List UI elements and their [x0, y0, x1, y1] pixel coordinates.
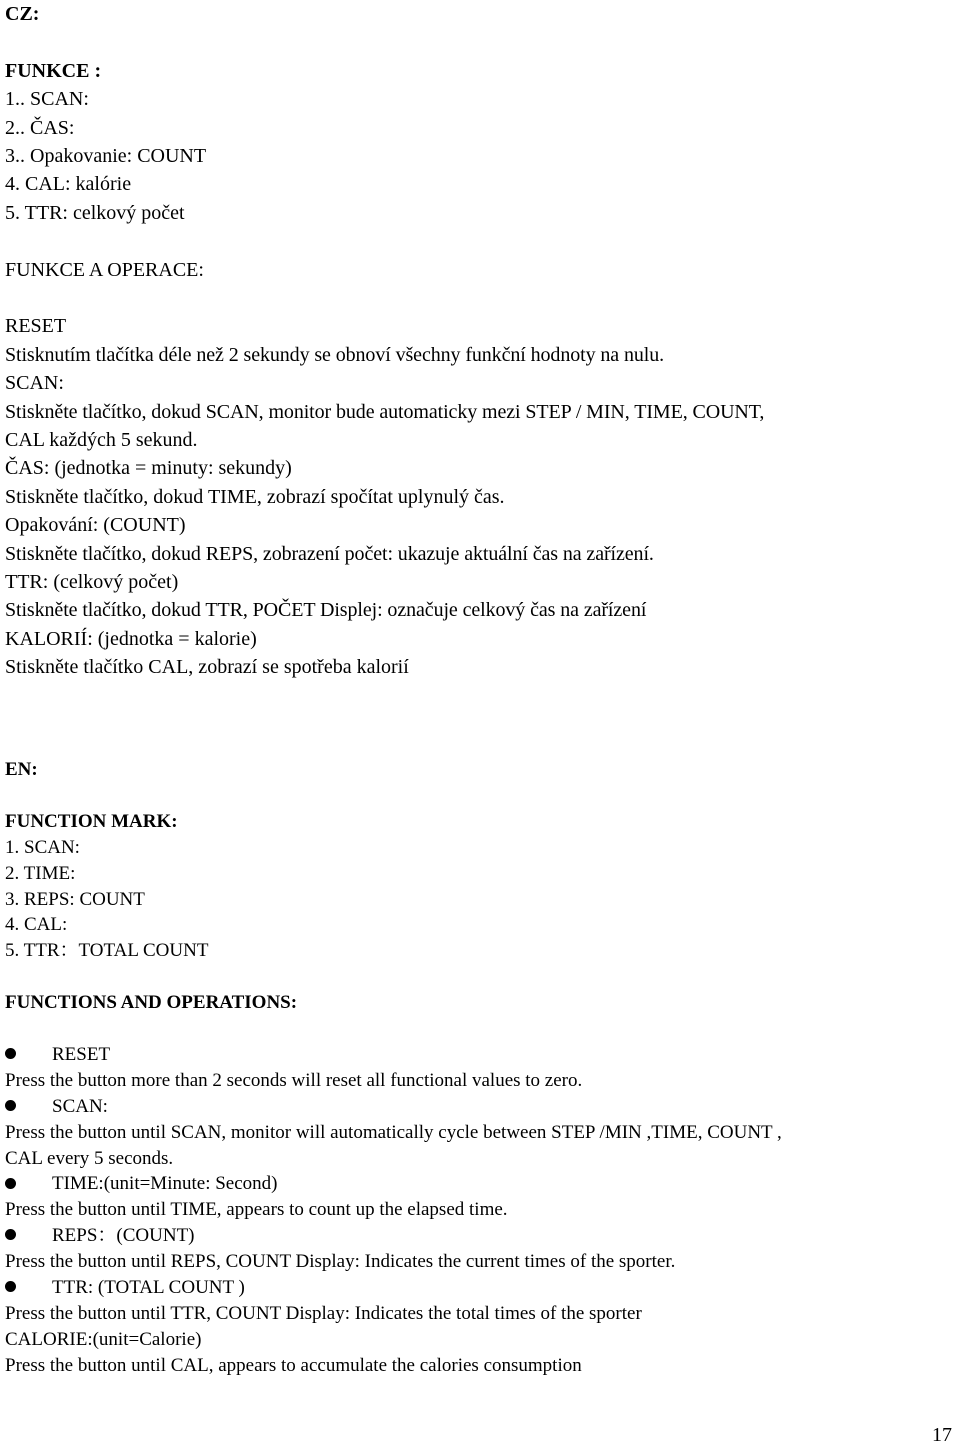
bullet-dot-icon — [5, 1048, 16, 1059]
czech-section — [5, 0, 955, 682]
spacer — [5, 28, 955, 56]
bullet-title: REPS：(COUNT) — [52, 1225, 195, 1247]
spacer — [5, 964, 955, 990]
cz-functions-heading: FUNKCE : — [5, 59, 102, 82]
bullet-item-ttr — [5, 1275, 955, 1301]
cz-op-line: Stisknutím tlačítka déle než 2 sekundy se obnoví všechny funkční hodnoty na nulu. — [5, 343, 665, 366]
cz-op-line: Stiskněte tlačítko, dokud TIME, zobrazí spočítat uplynulý čas. — [5, 485, 505, 508]
en-op-desc: Press the button until SCAN, monitor will automatically cycle between STEP /MIN ,TIME, COUNT , — [5, 1121, 782, 1143]
spacer — [5, 227, 955, 255]
en-function-item: 5. TTR：TOTAL COUNT — [5, 940, 209, 962]
en-ops-heading: FUNCTIONS AND OPERATIONS: — [5, 992, 298, 1014]
en-heading: EN: — [5, 759, 38, 780]
en-op-desc: Press the button until TIME, appears to count up the elapsed time. — [5, 1199, 508, 1221]
cz-heading: CZ: — [5, 3, 40, 25]
cz-function-item: 5. TTR: celkový počet — [5, 201, 185, 224]
bullet-item-reset — [5, 1042, 955, 1068]
cz-function-item: 3.. Opakovanie: COUNT — [5, 145, 207, 168]
bullet-item-time — [5, 1171, 955, 1197]
cz-op-line: Stiskněte tlačítko, dokud REPS, zobrazení počet: ukazuje aktuální čas na zařízení. — [5, 542, 654, 565]
bullet-dot-icon — [5, 1100, 16, 1111]
en-op-desc: Press the button more than 2 seconds will reset all functional values to zero. — [5, 1069, 583, 1091]
en-op-desc: CAL every 5 seconds. — [5, 1147, 174, 1169]
cz-op-line: RESET — [5, 315, 67, 338]
spacer — [5, 1016, 955, 1042]
bullet-dot-icon — [5, 1281, 16, 1292]
bullet-title: TIME:(unit=Minute: Second) — [52, 1173, 278, 1195]
bullet-title: SCAN: — [52, 1095, 108, 1117]
cz-op-line: ČAS: (jednotka = minuty: sekundy) — [5, 457, 292, 480]
bullet-item-scan — [5, 1094, 955, 1120]
cz-function-item: 1.. SCAN: — [5, 88, 89, 111]
cz-op-line: Stiskněte tlačítko, dokud TTR, POČET Displej: označuje celkový čas na zařízení — [5, 599, 647, 622]
cz-op-line: KALORIÍ: (jednotka = kalorie) — [5, 627, 257, 650]
en-functions-heading: FUNCTION MARK: — [5, 810, 178, 832]
cz-op-line: Opakování: (COUNT) — [5, 514, 186, 537]
en-function-item: 3. REPS: COUNT — [5, 888, 145, 910]
spacer — [5, 284, 955, 312]
cz-op-line: Stiskněte tlačítko CAL, zobrazí se spotřeba kalorií — [5, 656, 409, 679]
en-function-item: 4. CAL: — [5, 914, 68, 936]
english-section — [5, 757, 955, 1379]
page-number: 17 — [932, 1424, 952, 1446]
bullet-dot-icon — [5, 1229, 16, 1240]
cz-ops-heading: FUNKCE A OPERACE: — [5, 258, 204, 281]
bullet-dot-icon — [5, 1178, 16, 1189]
cz-op-line: TTR: (celkový počet) — [5, 571, 179, 594]
en-op-desc: Press the button until REPS, COUNT Display: Indicates the current times of the sporter. — [5, 1251, 676, 1273]
en-function-item: 2. TIME: — [5, 862, 76, 884]
spacer — [5, 783, 955, 809]
en-op-desc: Press the button until CAL, appears to accumulate the calories consumption — [5, 1354, 582, 1376]
cz-function-item: 4. CAL: kalórie — [5, 173, 132, 196]
cz-function-item: 2.. ČAS: — [5, 116, 75, 139]
en-function-item: 1. SCAN: — [5, 836, 80, 858]
bullet-title: RESET — [52, 1043, 111, 1065]
bullet-title: TTR: (TOTAL COUNT ) — [52, 1277, 245, 1299]
cz-op-line: CAL každých 5 sekund. — [5, 429, 198, 452]
bullet-item-reps — [5, 1223, 955, 1249]
cz-op-line: SCAN: — [5, 372, 64, 395]
en-op-desc: Press the button until TTR, COUNT Display: Indicates the total times of the sporter — [5, 1302, 642, 1324]
en-op-calorie-title: CALORIE:(unit=Calorie) — [5, 1328, 202, 1350]
cz-op-line: Stiskněte tlačítko, dokud SCAN, monitor bude automaticky mezi STEP / MIN, TIME, COUNT, — [5, 400, 765, 423]
